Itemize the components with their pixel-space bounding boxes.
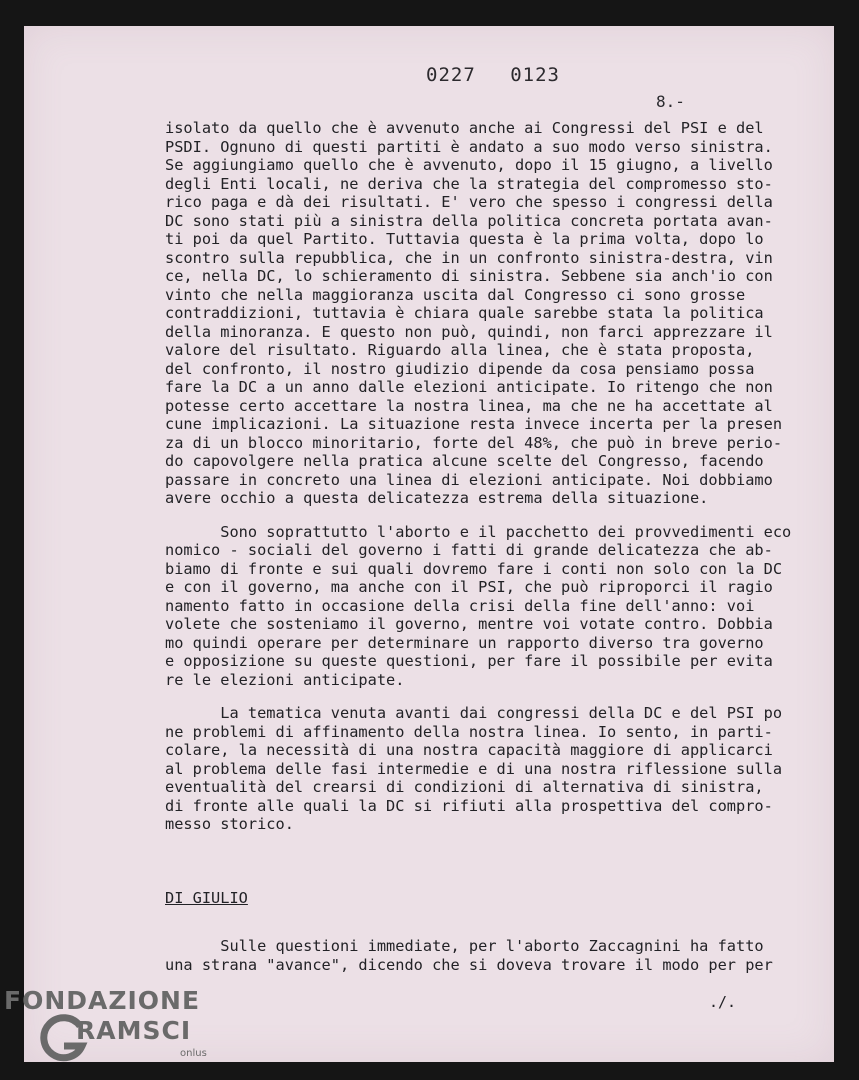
fondazione-gramsci-watermark xyxy=(4,986,224,1076)
continued-mark: ./. xyxy=(709,993,737,1011)
text-line: e con il governo, ma anche con il PSI, che può riproporci il ragio xyxy=(165,578,773,596)
text-line: degli Enti locali, ne deriva che la strategia del compromesso sto- xyxy=(165,174,773,193)
text-line: una strana "avance", dicendo che si doveva trovare il modo per per xyxy=(165,955,773,974)
text-line: e opposizione su queste questioni, per fare il possibile per evita xyxy=(165,652,773,670)
text-line: del confronto, il nostro giudizio dipende da cosa pensiamo possa xyxy=(165,359,755,378)
text-line: scontro sulla repubblica, che in un confronto sinistra-destra, vin xyxy=(165,248,773,267)
archive-stamp xyxy=(426,64,560,86)
paragraph xyxy=(165,523,815,690)
text-line: PSDI. Ognuno di questi partiti è andato a suo modo verso sinistra. xyxy=(165,137,773,156)
text-line: ti poi da quel Partito. Tuttavia questa è la prima volta, dopo lo xyxy=(165,230,764,248)
text-line: volete che sosteniamo il governo, mentre voi votate contro. Dobbia xyxy=(165,615,773,633)
text-line: al problema delle fasi intermedie e di una nostra riflessione sulla xyxy=(165,759,783,778)
text-line: re le elezioni anticipate. xyxy=(165,670,405,689)
text-line: do capovolgere nella pratica alcune scelte del Congresso, facendo xyxy=(165,452,764,470)
text-line: fare la DC a un anno dalle elezioni anticipate. Io ritengo che non xyxy=(165,378,773,396)
text-line: ce, nella DC, lo schieramento di sinistra. Sebbene sia anch'io con xyxy=(165,267,773,285)
text-line: biamo di fronte e sui quali dovremo fare i conti non solo con la DC xyxy=(165,559,783,578)
paragraph-gap xyxy=(165,508,815,523)
text-line: potesse certo accettare la nostra linea, ma che ne ha accettate al xyxy=(165,396,773,415)
body-text xyxy=(165,119,815,834)
text-line: cune implicazioni. La situazione resta invece incerta per la presen xyxy=(165,415,783,433)
page-number: 8.- xyxy=(656,92,685,111)
paragraph xyxy=(165,704,815,834)
section-heading: DI GIULIO xyxy=(165,889,248,907)
text-line: colare, la necessità di una nostra capacità maggiore di applicarci xyxy=(165,741,773,759)
text-line: mo quindi operare per determinare un rapporto diverso tra governo xyxy=(165,633,764,652)
text-line: eventualità del crearsi di condizioni di alternativa di sinistra, xyxy=(165,778,764,796)
stamp-number-2: 0123 xyxy=(510,64,560,86)
watermark-line-1: FONDAZIONE xyxy=(4,986,201,1015)
watermark-line-3: onlus xyxy=(180,1048,207,1059)
stamp-number-1: 0227 xyxy=(426,64,476,86)
text-line: avere occhio a questa delicatezza estrema della situazione. xyxy=(165,489,709,507)
section-text xyxy=(165,937,815,974)
text-line: della minoranza. E questo non può, quindi, non farci apprezzare il xyxy=(165,322,773,341)
text-line: ne problemi di affinamento della nostra linea. Io sento, in parti- xyxy=(165,722,773,741)
text-line: rico paga e dà dei risultati. E' vero che spesso i congressi della xyxy=(165,193,773,211)
text-line: isolato da quello che è avvenuto anche ai Congressi del PSI e del xyxy=(165,119,764,137)
text-line: passare in concreto una linea di elezioni anticipate. Noi dobbiamo xyxy=(165,470,773,489)
text-line: za di un blocco minoritario, forte del 48%, che può in breve perio- xyxy=(165,433,783,452)
text-line: Sono soprattutto l'aborto e il pacchetto dei provvedimenti eco xyxy=(165,522,792,541)
text-line: namento fatto in occasione della crisi della fine dell'anno: voi xyxy=(165,596,755,615)
text-line: messo storico. xyxy=(165,815,294,833)
text-line: DC sono stati più a sinistra della politica concreta portata avan- xyxy=(165,211,773,230)
text-line: La tematica venuta avanti dai congressi della DC e del PSI po xyxy=(165,704,783,722)
text-line: Sulle questioni immediate, per l'aborto Zaccagnini ha fatto xyxy=(165,937,764,955)
watermark-line-2: RAMSCI xyxy=(76,1016,192,1045)
text-line: di fronte alle quali la DC si rifiuti alla prospettiva del compro- xyxy=(165,796,773,815)
paragraph xyxy=(165,119,815,508)
text-line: valore del risultato. Riguardo alla linea, che è stata proposta, xyxy=(165,341,755,359)
text-line: vinto che nella maggioranza uscita dal Congresso ci sono grosse xyxy=(165,285,746,304)
paragraph-gap xyxy=(165,689,815,704)
text-line: nomico - sociali del governo i fatti di grande delicatezza che ab- xyxy=(165,541,773,559)
text-line: contraddizioni, tuttavia è chiara quale sarebbe stata la politica xyxy=(165,304,764,322)
text-line: Se aggiungiamo quello che è avvenuto, dopo il 15 giugno, a livello xyxy=(165,156,773,174)
